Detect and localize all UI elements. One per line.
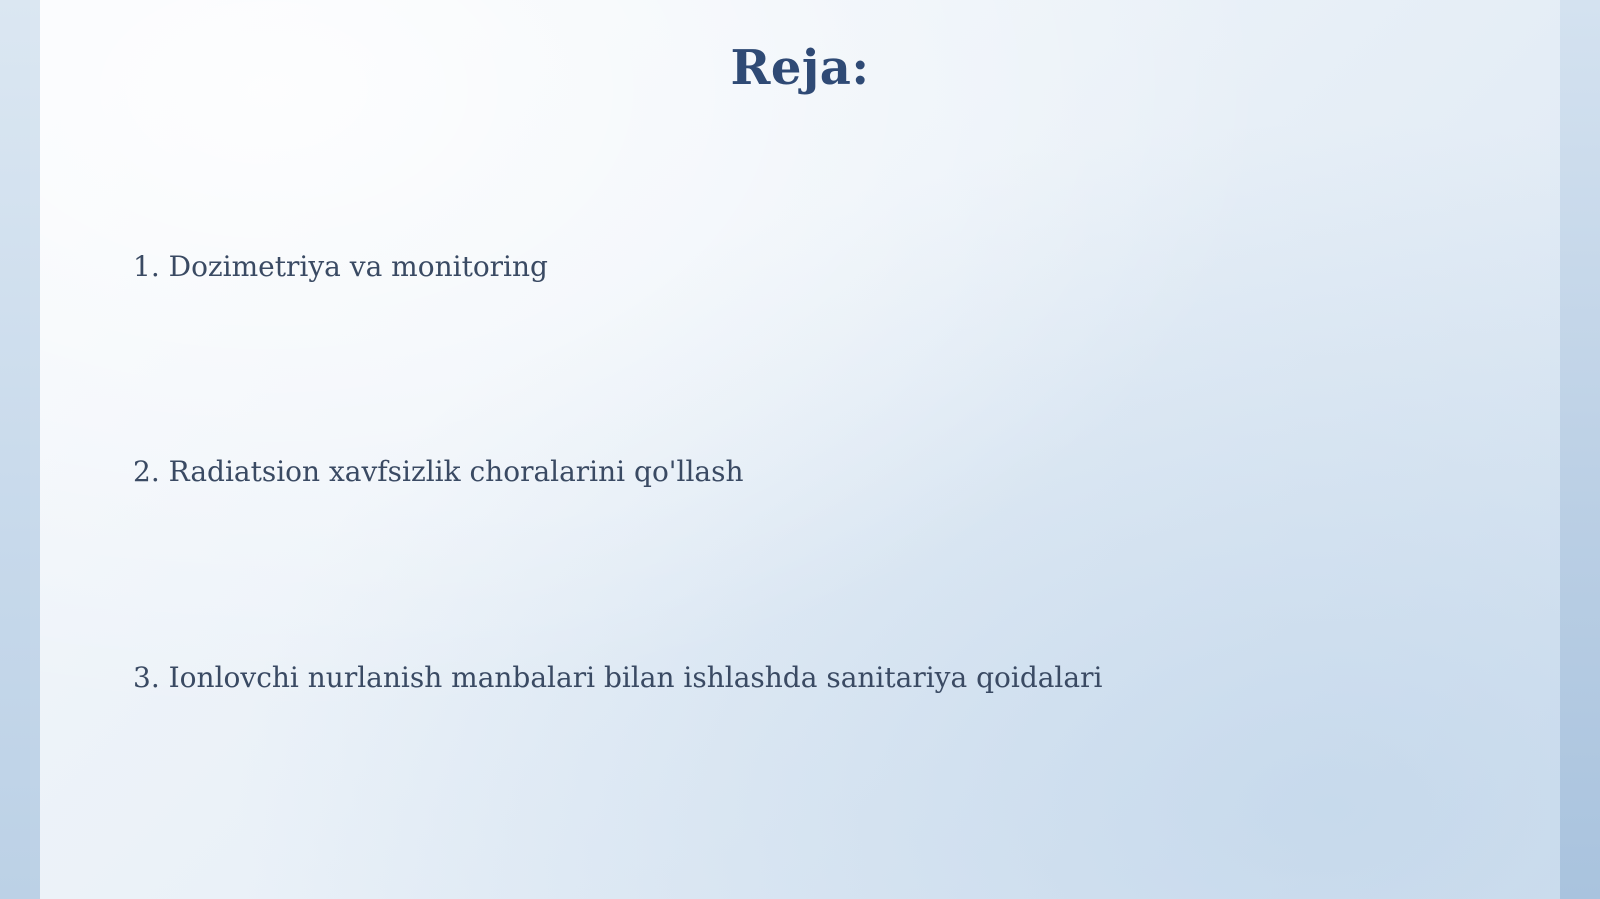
right-margin-band	[1560, 0, 1600, 899]
left-margin-band	[0, 0, 40, 899]
plan-item-3: 3. Ionlovchi nurlanish manbalari bilan ishlashda sanitariya qoidalari	[133, 661, 1103, 694]
plan-item-1: 1. Dozimetriya va monitoring	[133, 250, 548, 283]
slide-title: Reja:	[730, 40, 870, 96]
plan-item-2: 2. Radiatsion xavfsizlik choralarini qo'llash	[133, 455, 744, 488]
slide	[40, 0, 1560, 899]
